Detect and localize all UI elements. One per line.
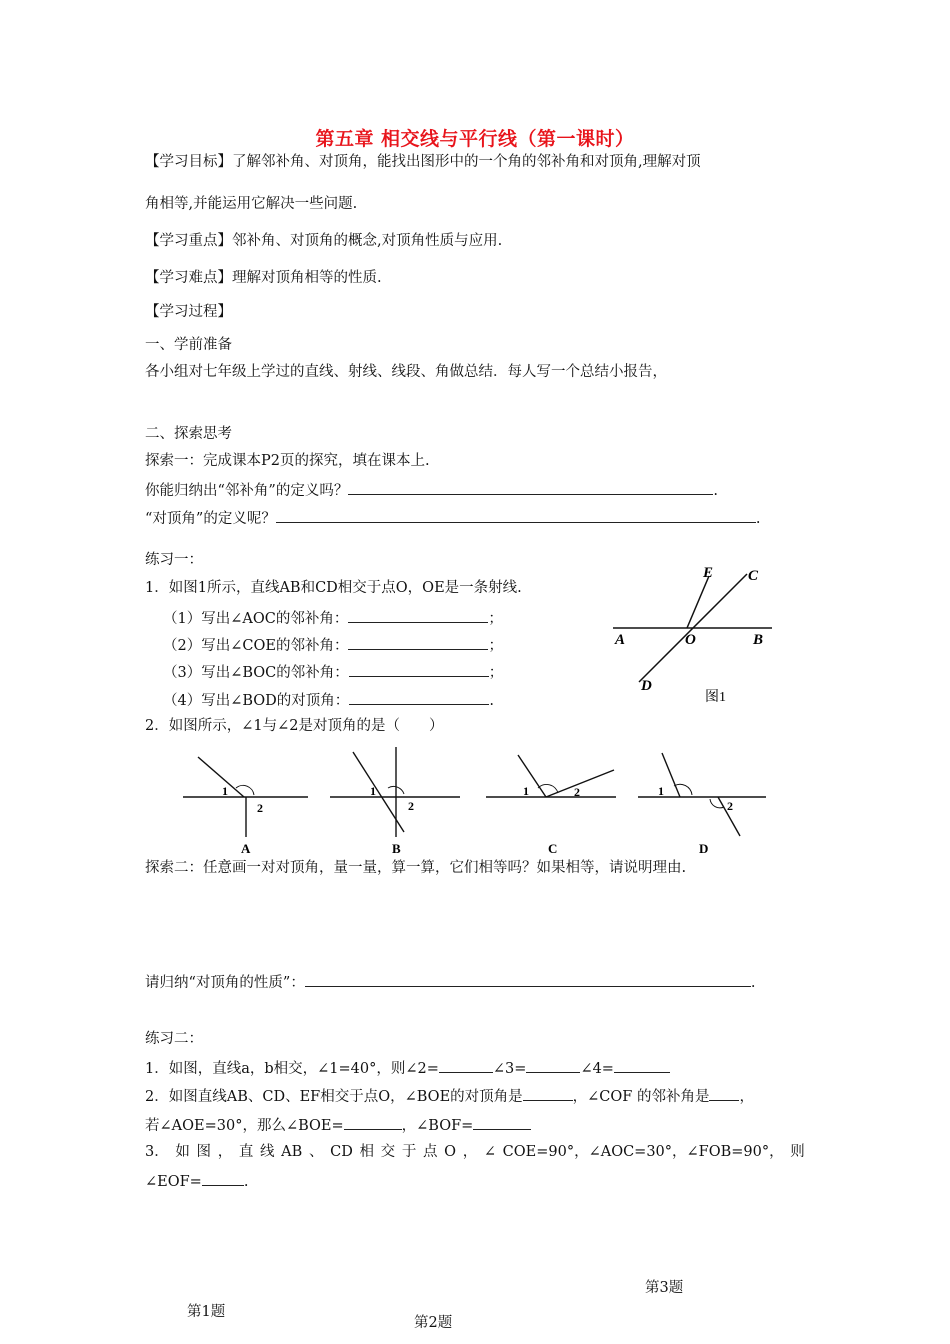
answer-blank[interactable] — [348, 479, 713, 495]
q2-figure-a — [183, 757, 308, 856]
q-adjacent-text: 你能归纳出“邻补角”的定义吗？ — [145, 483, 349, 499]
prep-text: 各小组对七年级上学过的直线、射线、线段、角做总结．每人写一个总结小报告， — [145, 364, 667, 380]
caption-fig2: 第2题 — [414, 1315, 453, 1331]
option-a-letter: A — [241, 841, 251, 856]
q-vertical-text: “对顶角”的定义呢？ — [145, 511, 276, 527]
practice1-item: （1）写出∠AOC的邻补角： ； — [163, 607, 503, 629]
q-vertical-definition: “对顶角”的定义呢？ . — [145, 507, 760, 529]
learning-goal-line2: 角相等,并能运用它解决一些问题. — [145, 196, 358, 212]
figure1-caption: 图1 — [705, 690, 726, 705]
q2-figure-b — [330, 747, 460, 856]
q2-figure-d — [638, 753, 766, 856]
prep-heading: 一、学前准备 — [145, 337, 232, 353]
svg-text:2: 2 — [257, 801, 263, 815]
option-b-letter: B — [392, 841, 401, 856]
answer-blank[interactable] — [526, 1057, 580, 1073]
option-d-letter: D — [699, 841, 709, 856]
label-a: A — [615, 632, 626, 648]
svg-text:2: 2 — [408, 799, 414, 813]
practice1-q1: 1．如图1所示，直线AB和CD相交于点O，OE是一条射线. — [145, 580, 522, 596]
learning-goal-line1: 【学习目标】了解邻补角、对顶角，能找出图形中的一个角的邻补角和对顶角,理解对顶 — [145, 154, 701, 170]
answer-blank[interactable] — [348, 634, 488, 650]
practice2-q2-line1: 2．如图直线AB、CD、EF相交于点O，∠BOE的对顶角是 ，∠COF 的邻补角是 ， — [145, 1085, 754, 1107]
answer-blank[interactable] — [348, 607, 488, 623]
caption-fig3: 第3题 — [645, 1280, 684, 1296]
answer-blank[interactable] — [276, 507, 756, 523]
label-b: B — [753, 632, 764, 648]
key-point: 【学习重点】邻补角、对顶角的概念,对顶角性质与应用. — [145, 233, 503, 249]
answer-blank[interactable] — [614, 1057, 670, 1073]
answer-blank[interactable] — [344, 1114, 402, 1130]
svg-text:2: 2 — [574, 785, 580, 799]
practice2-q1: 1．如图，直线a，b相交，∠1=40°，则∠2= ∠3= ∠4= — [145, 1057, 670, 1079]
figure1-diagram — [605, 560, 780, 710]
answer-blank[interactable] — [202, 1170, 244, 1186]
explore-task1: 探索一：完成课本P2页的探究，填在课本上. — [145, 453, 430, 469]
answer-blank[interactable] — [305, 971, 751, 987]
explore2-summary: 请归纳“对顶角的性质”： . — [145, 971, 755, 993]
q-adjacent-definition: 你能归纳出“邻补角”的定义吗？ . — [145, 479, 718, 501]
process-heading: 【学习过程】 — [145, 304, 232, 320]
practice1-item: （4）写出∠BOD的对顶角： . — [163, 689, 494, 711]
caption-fig1: 第1题 — [187, 1304, 226, 1320]
option-c-letter: C — [548, 841, 558, 856]
practice1-item: （2）写出∠COE的邻补角： ； — [163, 634, 503, 656]
svg-text:1: 1 — [222, 784, 228, 798]
practice2-q3-line1: 3． 如 图 ， 直 线 AB 、 CD 相 交 于 点 O ， ∠ COE=90°，∠AOC=30°，∠FOB=90°， 则 — [145, 1144, 805, 1160]
answer-blank[interactable] — [439, 1057, 493, 1073]
practice2-heading: 练习二： — [145, 1031, 203, 1047]
answer-blank[interactable] — [349, 689, 489, 705]
ray-oe — [687, 576, 709, 628]
practice2-q3-line2: ∠EOF= . — [145, 1170, 248, 1192]
svg-text:1: 1 — [658, 784, 664, 798]
label-c: C — [748, 568, 759, 584]
answer-blank[interactable] — [349, 661, 489, 677]
explore-heading: 二、探索思考 — [145, 426, 232, 442]
svg-text:1: 1 — [370, 784, 376, 798]
label-o: O — [685, 632, 696, 648]
label-d: D — [641, 678, 652, 694]
answer-blank[interactable] — [709, 1085, 739, 1101]
practice2-q2-line2: 若∠AOE=30°，那么∠BOE= ，∠BOF= — [145, 1114, 531, 1136]
practice1-item: （3）写出∠BOC的邻补角： ； — [163, 661, 503, 683]
difficulty: 【学习难点】理解对顶角相等的性质. — [145, 270, 382, 286]
svg-text:1: 1 — [523, 784, 529, 798]
answer-blank[interactable] — [473, 1114, 531, 1130]
q2-figure-c — [486, 755, 616, 856]
q2-figures — [178, 740, 778, 860]
page-title: 第五章 相交线与平行线（第一课时） — [315, 128, 635, 150]
answer-blank[interactable] — [523, 1085, 573, 1101]
svg-text:2: 2 — [727, 799, 733, 813]
explore2-text: 探索二：任意画一对对顶角，量一量，算一算，它们相等吗？如果相等，请说明理由. — [145, 860, 687, 876]
label-e: E — [703, 565, 714, 581]
practice1-heading: 练习一： — [145, 552, 203, 568]
practice1-q2: 2．如图所示，∠1与∠2是对顶角的是（ ） — [145, 718, 444, 734]
